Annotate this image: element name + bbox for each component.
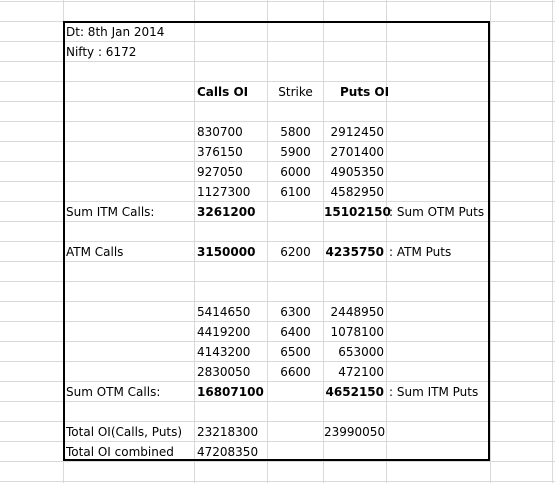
- total-oi-label[interactable]: Total OI(Calls, Puts): [66, 425, 183, 439]
- otm-puts-cell[interactable]: 472100: [338, 365, 384, 379]
- date-label[interactable]: Dt: 8th Jan 2014: [66, 25, 165, 39]
- otm-strike-cell[interactable]: 6400: [280, 325, 311, 339]
- atm-puts-note[interactable]: : ATM Puts: [389, 245, 452, 259]
- itm-calls-cell[interactable]: 376150: [197, 145, 243, 159]
- otm-puts-cell[interactable]: 2448950: [330, 305, 384, 319]
- otm-puts-cell[interactable]: 1078100: [330, 325, 384, 339]
- otm-puts-cell[interactable]: 653000: [338, 345, 384, 359]
- itm-strike-cell[interactable]: 6000: [280, 165, 311, 179]
- itm-calls-cell[interactable]: 927050: [197, 165, 243, 179]
- otm-calls-cell[interactable]: 4143200: [197, 345, 251, 359]
- sum-itm-puts-note[interactable]: : Sum ITM Puts: [389, 385, 479, 399]
- itm-strike-cell[interactable]: 6100: [280, 185, 311, 199]
- atm-calls-label[interactable]: ATM Calls: [66, 245, 124, 259]
- itm-puts-cell[interactable]: 4905350: [330, 165, 384, 179]
- itm-puts-cell[interactable]: 2912450: [330, 125, 384, 139]
- sum-otm-calls-value[interactable]: 16807100: [197, 385, 264, 399]
- atm-calls-value[interactable]: 3150000: [197, 245, 256, 259]
- total-puts-oi-value[interactable]: 23990050: [324, 425, 386, 439]
- itm-calls-cell[interactable]: 830700: [197, 125, 243, 139]
- atm-strike-value[interactable]: 6200: [280, 245, 311, 259]
- sum-otm-calls-label[interactable]: Sum OTM Calls:: [66, 385, 161, 399]
- itm-puts-cell[interactable]: 2701400: [330, 145, 384, 159]
- otm-calls-cell[interactable]: 5414650: [197, 305, 251, 319]
- itm-puts-cell[interactable]: 4582950: [330, 185, 384, 199]
- sum-itm-calls-label[interactable]: Sum ITM Calls:: [66, 205, 155, 219]
- atm-puts-value[interactable]: 4235750: [325, 245, 384, 259]
- calls-oi-header[interactable]: Calls OI: [197, 85, 249, 99]
- strike-header[interactable]: Strike: [278, 85, 313, 99]
- itm-calls-cell[interactable]: 1127300: [197, 185, 251, 199]
- otm-calls-cell[interactable]: 4419200: [197, 325, 251, 339]
- total-calls-oi-value[interactable]: 23218300: [197, 425, 259, 439]
- total-oi-combined-label[interactable]: Total OI combined: [66, 445, 174, 459]
- itm-strike-cell[interactable]: 5900: [280, 145, 311, 159]
- sum-otm-puts-note[interactable]: : Sum OTM Puts: [389, 205, 485, 219]
- sum-otm-puts-value[interactable]: 15102150: [324, 205, 391, 219]
- otm-calls-cell[interactable]: 2830050: [197, 365, 251, 379]
- total-oi-combined-value[interactable]: 47208350: [197, 445, 259, 459]
- sum-itm-calls-value[interactable]: 3261200: [197, 205, 256, 219]
- otm-strike-cell[interactable]: 6300: [280, 305, 311, 319]
- puts-oi-header[interactable]: Puts OI: [340, 85, 390, 99]
- itm-strike-cell[interactable]: 5800: [280, 125, 311, 139]
- otm-strike-cell[interactable]: 6600: [280, 365, 311, 379]
- nifty-label[interactable]: Nifty : 6172: [66, 45, 137, 59]
- sum-itm-puts-value[interactable]: 4652150: [325, 385, 384, 399]
- otm-strike-cell[interactable]: 6500: [280, 345, 311, 359]
